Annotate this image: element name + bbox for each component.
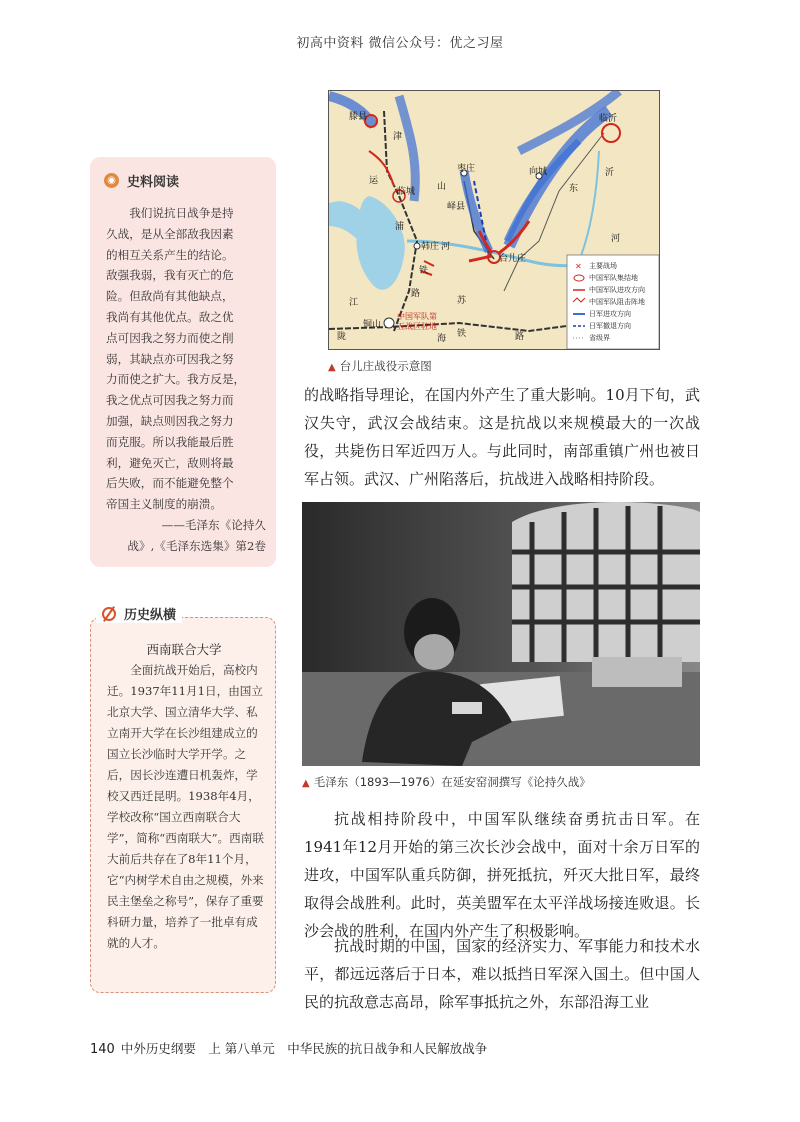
map-caption: [328, 358, 432, 374]
history-box: [90, 617, 276, 993]
source-reading-title: [104, 171, 179, 190]
legend-item: 日军撤退方向: [589, 322, 631, 330]
map-feature: 苏: [457, 296, 467, 306]
battle-map-svg: [329, 91, 659, 349]
reading-source: 战》,《毛泽东选集》第2卷: [127, 538, 266, 553]
map-feature: 河: [441, 242, 451, 252]
linyi-marker: [602, 124, 620, 142]
reading-line: 险。但敌尚有其他缺点，: [106, 289, 234, 304]
paragraph: 抗战时期的中国，国家的经济实力、军事能力和技术水平，都远远落后于日本，难以抵挡日军深入国土。但中国人民的抗敌意志高昂，除军事抵抗之外，东部沿海工业: [304, 937, 700, 1011]
history-text: [107, 660, 267, 954]
reading-line: 点可因我之努力而使之削: [106, 330, 234, 345]
reading-line: 后失败，而不能避免整个: [106, 476, 234, 491]
map-feature: 路: [515, 332, 525, 342]
reading-line: 力而使之扩大。我方反是，: [106, 372, 246, 387]
mao-photo: [302, 502, 700, 766]
reading-line: 利，避免灭亡，敌则将最: [106, 455, 234, 470]
battle-legend-icon: ✕: [575, 262, 582, 271]
page-number: 140: [90, 1042, 115, 1057]
battle-map: [328, 90, 660, 350]
legend-item: 日军进攻方向: [589, 310, 631, 318]
footer-text: 中外历史纲要 上 第八单元 中华民族的抗日战争和人民解放战争: [120, 1041, 488, 1056]
main-paragraph-3: [304, 932, 700, 1016]
page-footer: [90, 1039, 487, 1057]
xuzhou-dot: [384, 318, 394, 328]
mao-photo-svg: [302, 502, 700, 766]
history-title: [96, 604, 182, 623]
map-feature: 铁: [457, 329, 467, 339]
legend-item: 省级界: [589, 334, 610, 342]
triangle-icon: ▲: [328, 362, 336, 373]
photo-caption: [302, 774, 591, 790]
legend-item: 中国军队进攻方向: [589, 286, 645, 294]
legend-item: 主要战场: [589, 262, 617, 270]
map-feature: 运: [369, 176, 379, 186]
reading-line: 而克服。所以我能最后胜: [106, 434, 234, 449]
source-reading-title-text: 史料阅读: [127, 175, 180, 190]
map-feature: 浦: [395, 222, 405, 232]
map-label: 临城: [397, 187, 416, 197]
reading-source: ——毛泽东《论持久: [161, 517, 266, 532]
map-label: 枣庄: [457, 164, 476, 174]
photo-caption-text: 毛泽东（1893—1976）在延安窑洞撰写《论持久战》: [313, 775, 591, 789]
source-reading-box: [90, 157, 276, 567]
triangle-icon: ▲: [302, 778, 310, 789]
reading-line: 我之优点可因我之努力而: [106, 393, 234, 408]
source-reading-text: [106, 203, 266, 557]
reading-line: 我尚有其他优点。敌之优: [106, 309, 234, 324]
map-label-station: 中国军队第: [397, 312, 437, 321]
map-feature: 陇: [337, 332, 347, 342]
map-feature: 路: [411, 289, 421, 299]
map-feature: 山: [437, 182, 447, 192]
map-feature: 海: [437, 334, 447, 344]
reading-line: 加强，缺点则因我之努力: [106, 413, 234, 428]
yi-river: [579, 151, 599, 261]
map-label: 向城: [529, 167, 548, 177]
map-feature: 铁: [419, 266, 429, 276]
town-dot: [414, 243, 420, 249]
reading-line: 久战，是从全部敌我因素: [106, 226, 234, 241]
map-caption-text: 台儿庄战役示意图: [339, 359, 432, 373]
paragraph: 的战略指导理论，在国内外产生了重大影响。10月下旬，武汉失守，武汉会战结束。这是抗战以来规模最大的一次战役，共毙伤日军近四万人。与此同时，南部重镇广州也被日军占领。武汉、广州陷落后，抗战进入战略相持阶段。: [304, 386, 700, 488]
japan-attack-arrow: [399, 96, 415, 201]
map-label: 台儿庄: [499, 254, 527, 264]
reading-line: 我们说抗日战争是持: [129, 206, 234, 220]
map-label: 峄县: [447, 202, 466, 212]
slash-circle-icon: [102, 607, 116, 621]
map-label: 韩庄: [421, 242, 440, 252]
map-feature: 东: [569, 184, 579, 194]
reading-line: 帝国主义制度的崩溃。: [106, 497, 222, 512]
history-subtitle: 西南联合大学: [146, 642, 222, 657]
map-label: 滕县: [349, 112, 368, 122]
main-paragraph-2: [304, 805, 700, 945]
book-icon: ◉: [104, 173, 119, 188]
legend-item: 中国军队阻击阵地: [589, 298, 645, 306]
legend-item: 中国军队集结地: [589, 274, 638, 282]
map-label: 临沂: [599, 114, 618, 124]
paragraph: 抗战相持阶段中，中国军队继续奋勇抗击日军。在1941年12月开始的第三次长沙会战中，面对十余万日军的进攻，中国军队重兵防御，拼死抵抗，歼灭大批日军，最终取得会战胜利。此时，英美盟军在太平洋战场接连败退。长沙会战的胜利，在国内外产生了积极影响。: [304, 810, 700, 940]
map-feature: 沂: [605, 168, 615, 178]
map-feature: 江: [349, 298, 359, 308]
map-feature: 河: [611, 234, 621, 244]
history-title-text: 历史纵横: [124, 608, 177, 623]
map-label: 铜山: [363, 320, 382, 330]
lake: [356, 196, 404, 290]
map-feature: 津: [393, 132, 403, 142]
page-header: 初高中资料 微信公众号：优之习屋: [296, 36, 504, 51]
reading-line: 敌强我弱，我有灭亡的危: [106, 268, 234, 283]
reading-line: 弱，其缺点亦可因我之努: [106, 351, 234, 366]
map-label-station: 五战区驻地: [397, 322, 437, 331]
history-paragraph: 全面抗战开始后，高校内迁。1937年11月1日，由国立北京大学、国立清华大学、私立南开大学在长沙组建成立的国立长沙临时大学开学。之后，因长沙连遭日机轰炸，学校又西迁昆明。1938年4月，学校改称“国立西南联合大学”，简称“西南联大”。西南联大前后共存在了8年11个月，它“内树学术自由之规模，外来民主堡垒之称号”，保存了重要科研力量，培养了一批卓有成就的人才。: [107, 663, 264, 950]
main-paragraph-1: [304, 381, 700, 493]
reading-line: 的相互关系产生的结论。: [106, 247, 234, 262]
